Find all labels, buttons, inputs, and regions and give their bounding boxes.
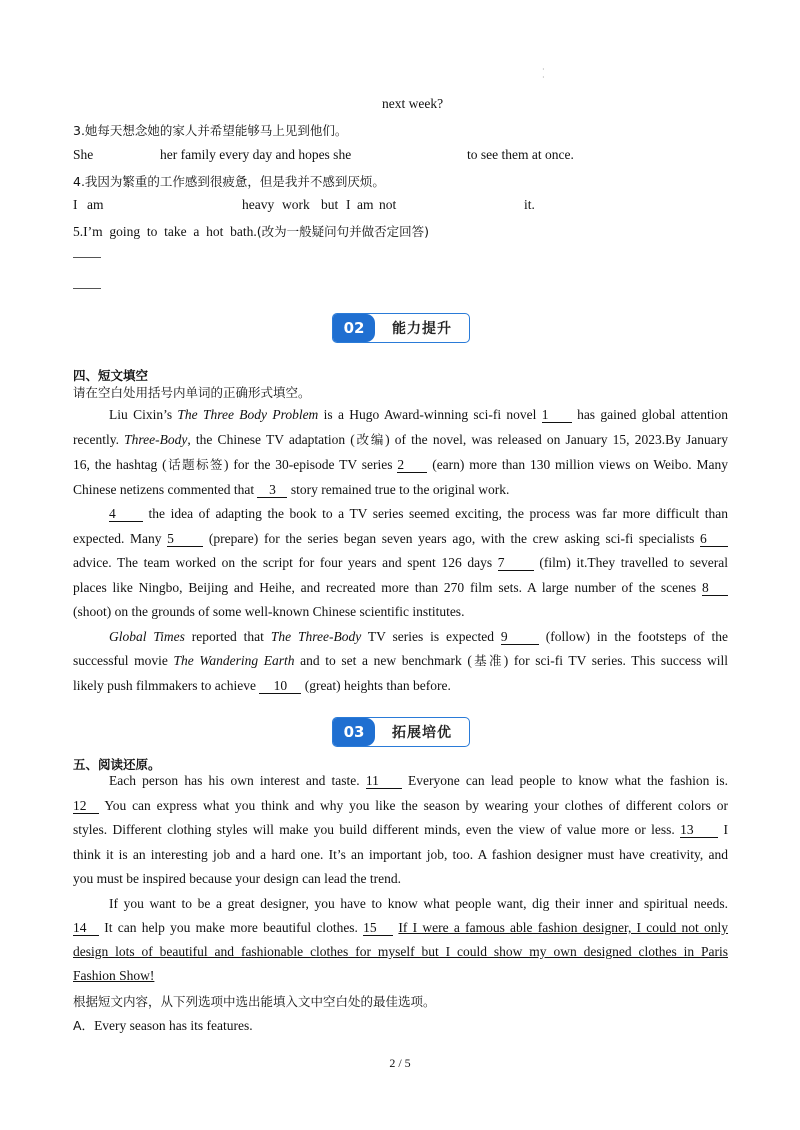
q5-english: 5.I’m going to take a hot bath.: [73, 224, 257, 239]
blank-6[interactable]: 6: [700, 532, 728, 547]
q5-instruction: (改为一般疑问句并做否定回答): [256, 224, 429, 239]
badge-number: 03: [333, 718, 375, 746]
q4-word-6: I: [346, 197, 351, 212]
p5-line-8: design lots of beautiful and fashionable clothes for myself but I could show my own designed clothes in Paris: [73, 944, 728, 959]
p4-line-7: advice. The team worked on the script for four years and spent 126 days 7 (film) it.They travelled to several: [73, 555, 728, 570]
q4-word-3: heavy: [242, 197, 275, 212]
p5-line-4: think it is an interesting job and a hard one. It’s an important job, too. A fashion designer must have creativity, and: [73, 847, 728, 862]
p4-line-1: Liu Cixin’s The Three Body Problem is a Hugo Award-winning sci-fi novel 1 has gained global attention: [109, 407, 728, 422]
q4-word-7: am: [357, 197, 374, 212]
p4-line-6: expected. Many 5 (prepare) for the series began seven years ago, with the crew asking sci-fi specialists 6: [73, 530, 728, 547]
p5-line-6: If you want to be a great designer, you have to know what people want, dig their inner and spiritual needs.: [109, 896, 728, 911]
blank-7[interactable]: 7: [498, 556, 534, 571]
answer-line-2: [73, 288, 101, 289]
underlined-sentence: If I were a famous able fashion designer, I could not only: [398, 920, 729, 935]
q4-word-2: am: [87, 197, 104, 212]
blank-1[interactable]: 1: [542, 408, 572, 423]
section-4-instruction: 请在空白处用括号内单词的正确形式填空。: [73, 385, 311, 400]
q3-word-2: her family every day and hopes she: [160, 147, 352, 162]
badge-label: 拓展培优: [392, 725, 452, 741]
q4-word-8: not: [379, 197, 397, 212]
p5-line-2: 12 You can express what you think and why you like the season by wearing your clothes of different colors or: [73, 798, 728, 813]
q4-word-5: but: [321, 197, 339, 212]
continued-text: next week?: [382, 96, 444, 111]
p4-line-11: successful movie The Wandering Earth and to set a new benchmark (基准) for sci-fi TV series. This success will: [73, 653, 728, 668]
blank-2[interactable]: 2: [397, 458, 427, 473]
p4-line-4: Chinese netizens commented that 3 story remained true to the original work.: [73, 482, 510, 497]
p4-line-5: 4 the idea of adapting the book to a TV series seemed exciting, the process was far more difficult than: [109, 506, 728, 521]
blank-9[interactable]: 9: [501, 630, 539, 645]
p4-line-10: Global Times reported that The Three-Body TV series is expected 9 (follow) in the footsteps of the: [109, 629, 728, 644]
options-instruction: 根据短文内容，从下列选项中选出能填入文中空白处的最佳选项。: [73, 994, 436, 1009]
p4-line-12: likely push filmmakers to achieve 10 (great) heights than before.: [73, 678, 451, 693]
q3-word-1: She: [73, 147, 94, 162]
answer-line-1: [73, 257, 101, 258]
q4-chinese: 4.我因为繁重的工作感到很疲惫，但是我并不感到厌烦。: [73, 174, 385, 189]
book-title: The Three Body Problem: [177, 407, 319, 422]
page-number: 2 / 5: [389, 1056, 411, 1070]
option-a-text: Every season has its features.: [94, 1018, 253, 1033]
blank-14[interactable]: 14: [73, 921, 99, 936]
section-badge-03: [332, 717, 470, 747]
section-badge-02: [332, 313, 470, 343]
q5-sentence: [73, 222, 429, 240]
option-a: [73, 1016, 253, 1034]
badge-number: 02: [333, 314, 375, 342]
p5-line-9: Fashion Show!: [73, 968, 155, 983]
section-5-title: 五、阅读还原。: [73, 757, 161, 772]
q4-word-4: work: [282, 197, 310, 212]
p5-line-5: you must be inspired because your design can lead the trend.: [73, 871, 402, 886]
blank-13[interactable]: 13: [680, 823, 718, 838]
mark-dots: · ·: [542, 65, 545, 82]
option-a-label: A．: [73, 1018, 95, 1033]
q3-chinese: 3.她每天想念她的家人并希望能够马上见到他们。: [73, 123, 348, 138]
p4-line-8: places like Ningbo, Beijing and Heihe, and recreated more than 270 film sets. A large number of the scenes 8: [73, 579, 728, 596]
blank-11[interactable]: 11: [366, 774, 402, 789]
p5-line-1: Each person has his own interest and taste. 11 Everyone can lead people to know what the fashion is.: [109, 773, 728, 788]
blank-3[interactable]: 3: [257, 483, 287, 498]
blank-4[interactable]: 4: [109, 507, 143, 522]
blank-5[interactable]: 5: [167, 532, 203, 547]
p5-line-3: styles. Different clothing styles will make you build different minds, even the view of value more or less. 13 I: [73, 822, 728, 837]
badge-label: 能力提升: [392, 321, 452, 337]
q4-word-1: I: [73, 197, 78, 212]
q3-word-3: to see them at once.: [467, 147, 574, 162]
blank-10[interactable]: 10: [259, 679, 301, 694]
section-4-title: 四、短文填空: [73, 368, 149, 383]
q4-word-9: it.: [524, 197, 535, 212]
p4-line-9: (shoot) on the grounds of some well-known Chinese scientific institutes.: [73, 604, 465, 619]
p5-line-7: 14 It can help you make more beautiful clothes. 15 If I were a famous able fashion designer, I could not only: [73, 920, 729, 935]
blank-12[interactable]: 12: [73, 799, 99, 814]
p4-line-3: 16, the hashtag (话题标签) for the 30-episode TV series 2 (earn) more than 130 million views on Weibo. Many: [73, 457, 728, 472]
blank-15[interactable]: 15: [363, 921, 393, 936]
blank-8[interactable]: 8: [702, 581, 728, 596]
p4-line-2: recently. Three-Body, the Chinese TV adaptation (改编) of the novel, was released on January 15, 2023.By January: [73, 432, 728, 447]
